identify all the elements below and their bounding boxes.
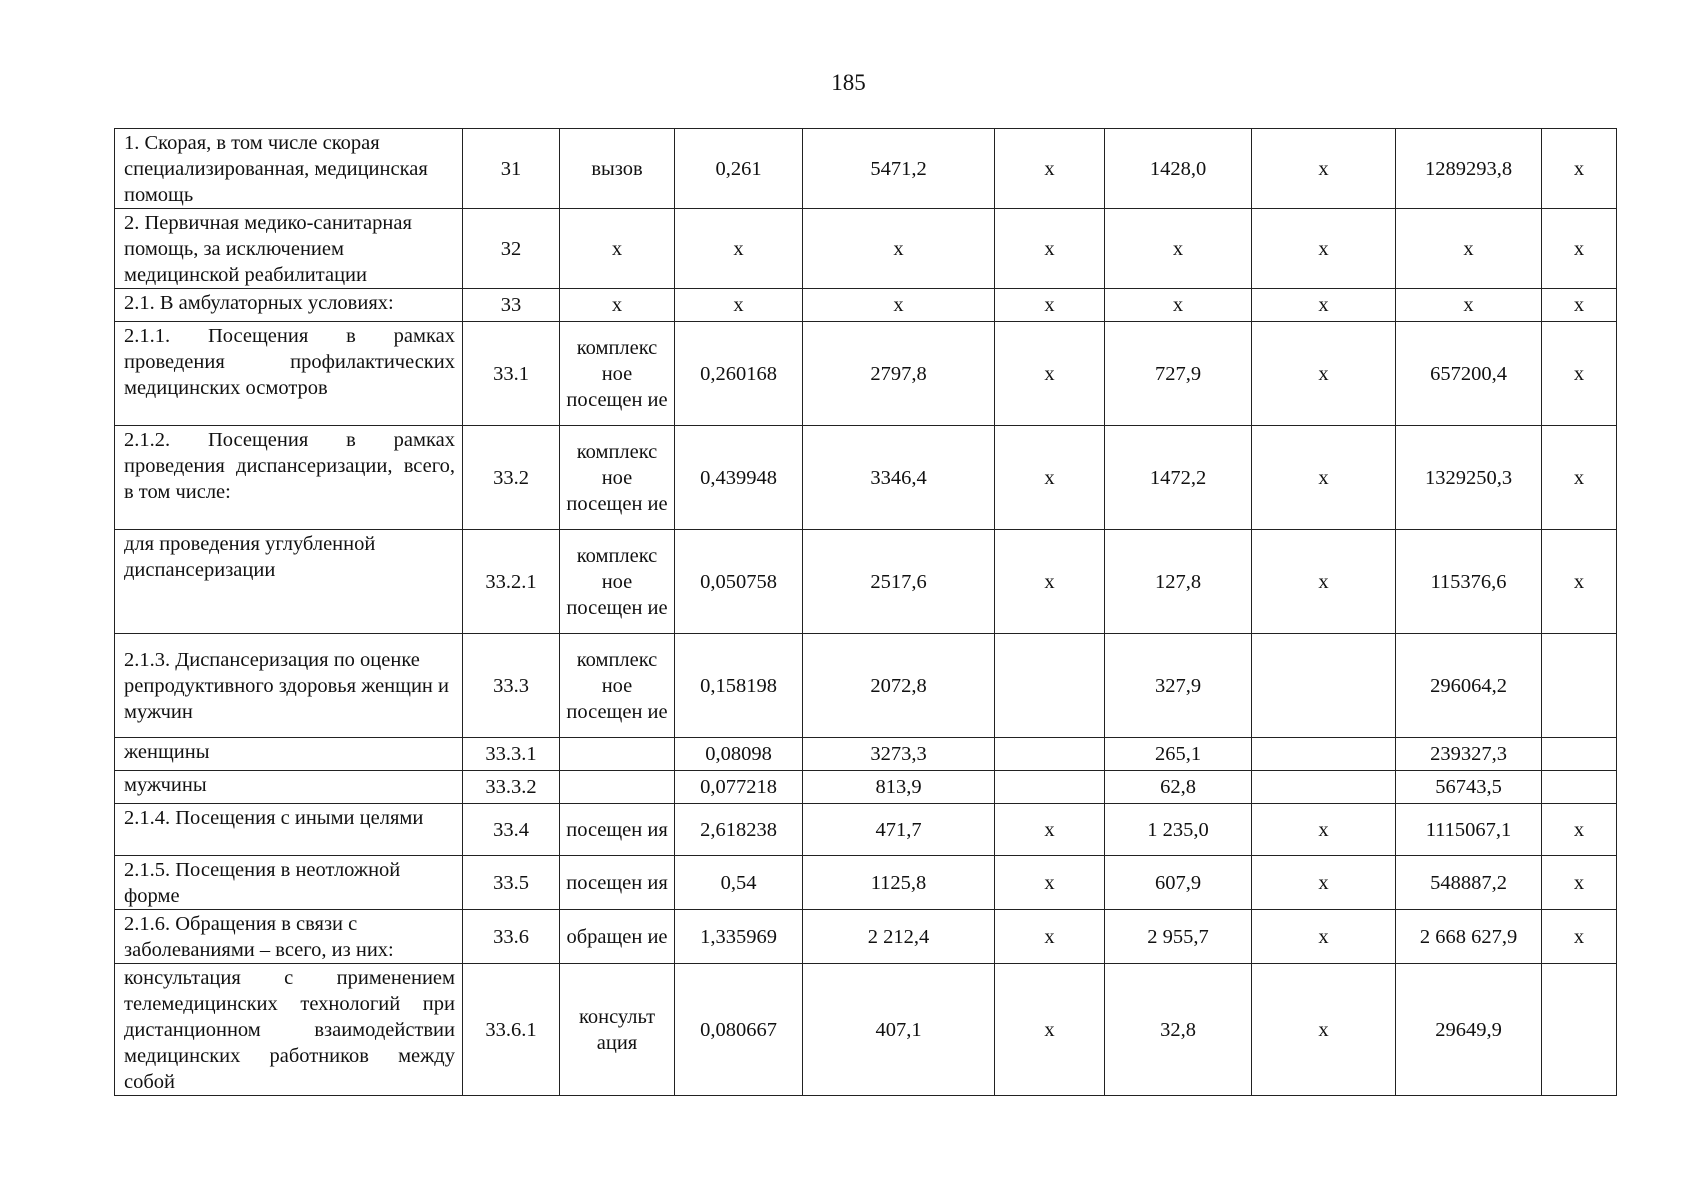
table-row (115, 209, 1617, 289)
row-name-cell: 2.1.2. Посещения в рамках проведения диспансеризации, всего, в том числе: (115, 426, 463, 530)
value-cell-7: х (1252, 426, 1396, 530)
row-code-cell: 33 (463, 289, 560, 322)
value-cell-4: 813,9 (803, 771, 995, 804)
value-cell-8: 1329250,3 (1396, 426, 1542, 530)
value-cell-6: 1428,0 (1105, 129, 1252, 209)
value-cell-3: 1,335969 (675, 910, 803, 964)
row-code-cell: 33.1 (463, 322, 560, 426)
row-code-cell: 33.4 (463, 804, 560, 856)
value-cell-3: 0,54 (675, 856, 803, 910)
value-cell-7: х (1252, 209, 1396, 289)
value-cell-7: х (1252, 289, 1396, 322)
value-cell-7: х (1252, 964, 1396, 1096)
value-cell-9: х (1542, 322, 1617, 426)
row-code-cell: 33.2 (463, 426, 560, 530)
unit-cell: обращен ие (560, 910, 675, 964)
value-cell-6: 2 955,7 (1105, 910, 1252, 964)
value-cell-7 (1252, 738, 1396, 771)
value-cell-7 (1252, 634, 1396, 738)
row-name-cell: 2.1.5. Посещения в неотложной форме (115, 856, 463, 910)
row-name-cell: 1. Скорая, в том числе скорая специализированная, медицинская помощь (115, 129, 463, 209)
value-cell-8: х (1396, 289, 1542, 322)
value-cell-3: х (675, 209, 803, 289)
value-cell-6: 1 235,0 (1105, 804, 1252, 856)
value-cell-3: 0,158198 (675, 634, 803, 738)
value-cell-6: х (1105, 209, 1252, 289)
unit-cell (560, 738, 675, 771)
value-cell-3: 0,080667 (675, 964, 803, 1096)
row-code-cell: 33.2.1 (463, 530, 560, 634)
table-row (115, 856, 1617, 910)
value-cell-3: 2,618238 (675, 804, 803, 856)
table-row (115, 738, 1617, 771)
table-body (115, 129, 1617, 1096)
data-table (114, 128, 1617, 1096)
row-name-cell: 2. Первичная медико-санитарная помощь, за исключением медицинской реабилитации (115, 209, 463, 289)
value-cell-6: 607,9 (1105, 856, 1252, 910)
value-cell-4: 2072,8 (803, 634, 995, 738)
value-cell-5: х (995, 426, 1105, 530)
value-cell-5: х (995, 804, 1105, 856)
value-cell-8: 1289293,8 (1396, 129, 1542, 209)
value-cell-3: 0,260168 (675, 322, 803, 426)
value-cell-5: х (995, 910, 1105, 964)
row-name-cell: 2.1. В амбулаторных условиях: (115, 289, 463, 322)
row-name-cell: для проведения углубленной диспансеризации (115, 530, 463, 634)
table-row (115, 426, 1617, 530)
value-cell-5 (995, 738, 1105, 771)
value-cell-9: х (1542, 804, 1617, 856)
row-name-cell: 2.1.3. Диспансеризация по оценке репродуктивного здоровья женщин и мужчин (115, 634, 463, 738)
value-cell-5: х (995, 129, 1105, 209)
unit-cell: вызов (560, 129, 675, 209)
row-name-cell: мужчины (115, 771, 463, 804)
value-cell-3: 0,08098 (675, 738, 803, 771)
value-cell-4: 3273,3 (803, 738, 995, 771)
row-code-cell: 33.5 (463, 856, 560, 910)
row-name-cell: женщины (115, 738, 463, 771)
unit-cell: х (560, 289, 675, 322)
value-cell-7: х (1252, 910, 1396, 964)
value-cell-5: х (995, 530, 1105, 634)
value-cell-3: 0,077218 (675, 771, 803, 804)
value-cell-5 (995, 771, 1105, 804)
unit-cell: посещен ия (560, 856, 675, 910)
table-row (115, 322, 1617, 426)
row-name-cell: 2.1.1. Посещения в рамках проведения профилактических медицинских осмотров (115, 322, 463, 426)
value-cell-6: 727,9 (1105, 322, 1252, 426)
table-row (115, 964, 1617, 1096)
row-code-cell: 33.3.1 (463, 738, 560, 771)
unit-cell: х (560, 209, 675, 289)
table-row (115, 771, 1617, 804)
unit-cell: комплекс ное посещен ие (560, 426, 675, 530)
value-cell-4: 1125,8 (803, 856, 995, 910)
value-cell-8: 548887,2 (1396, 856, 1542, 910)
value-cell-5: х (995, 856, 1105, 910)
unit-cell: комплекс ное посещен ие (560, 322, 675, 426)
value-cell-8: 296064,2 (1396, 634, 1542, 738)
value-cell-4: х (803, 209, 995, 289)
value-cell-4: 5471,2 (803, 129, 995, 209)
value-cell-4: 2 212,4 (803, 910, 995, 964)
value-cell-9: х (1542, 910, 1617, 964)
value-cell-4: 2517,6 (803, 530, 995, 634)
table-row (115, 530, 1617, 634)
row-name-cell: 2.1.6. Обращения в связи с заболеваниями – всего, из них: (115, 910, 463, 964)
value-cell-9: х (1542, 289, 1617, 322)
value-cell-7: х (1252, 129, 1396, 209)
row-code-cell: 32 (463, 209, 560, 289)
value-cell-9 (1542, 738, 1617, 771)
value-cell-9: х (1542, 129, 1617, 209)
value-cell-4: 471,7 (803, 804, 995, 856)
row-code-cell: 31 (463, 129, 560, 209)
value-cell-8: 29649,9 (1396, 964, 1542, 1096)
value-cell-3: 0,261 (675, 129, 803, 209)
value-cell-6: 265,1 (1105, 738, 1252, 771)
value-cell-7: х (1252, 804, 1396, 856)
table-row (115, 804, 1617, 856)
value-cell-9: х (1542, 530, 1617, 634)
value-cell-9: х (1542, 856, 1617, 910)
value-cell-3: 0,050758 (675, 530, 803, 634)
value-cell-4: х (803, 289, 995, 322)
value-cell-5 (995, 634, 1105, 738)
value-cell-6: 327,9 (1105, 634, 1252, 738)
table-row (115, 129, 1617, 209)
value-cell-8: 1115067,1 (1396, 804, 1542, 856)
value-cell-6: 32,8 (1105, 964, 1252, 1096)
value-cell-7: х (1252, 530, 1396, 634)
value-cell-7: х (1252, 856, 1396, 910)
table-row (115, 289, 1617, 322)
value-cell-9 (1542, 634, 1617, 738)
value-cell-7: х (1252, 322, 1396, 426)
value-cell-3: х (675, 289, 803, 322)
unit-cell: комплекс ное посещен ие (560, 530, 675, 634)
row-code-cell: 33.3 (463, 634, 560, 738)
table-row (115, 910, 1617, 964)
value-cell-6: 127,8 (1105, 530, 1252, 634)
value-cell-8: 239327,3 (1396, 738, 1542, 771)
value-cell-9: х (1542, 209, 1617, 289)
value-cell-6: х (1105, 289, 1252, 322)
value-cell-6: 62,8 (1105, 771, 1252, 804)
value-cell-9 (1542, 964, 1617, 1096)
value-cell-6: 1472,2 (1105, 426, 1252, 530)
unit-cell (560, 771, 675, 804)
row-name-cell: консультация с применением телемедицинских технологий при дистанционном взаимодействии медицинских работников между собой (115, 964, 463, 1096)
value-cell-5: х (995, 322, 1105, 426)
unit-cell: посещен ия (560, 804, 675, 856)
page-number: 185 (831, 70, 866, 95)
value-cell-3: 0,439948 (675, 426, 803, 530)
unit-cell: комплекс ное посещен ие (560, 634, 675, 738)
value-cell-9: х (1542, 426, 1617, 530)
value-cell-8: 56743,5 (1396, 771, 1542, 804)
value-cell-9 (1542, 771, 1617, 804)
value-cell-8: 2 668 627,9 (1396, 910, 1542, 964)
value-cell-5: х (995, 209, 1105, 289)
value-cell-4: 407,1 (803, 964, 995, 1096)
value-cell-4: 2797,8 (803, 322, 995, 426)
unit-cell: консульт ация (560, 964, 675, 1096)
value-cell-5: х (995, 964, 1105, 1096)
value-cell-7 (1252, 771, 1396, 804)
row-code-cell: 33.6.1 (463, 964, 560, 1096)
row-code-cell: 33.3.2 (463, 771, 560, 804)
row-code-cell: 33.6 (463, 910, 560, 964)
value-cell-8: 115376,6 (1396, 530, 1542, 634)
value-cell-8: 657200,4 (1396, 322, 1542, 426)
row-name-cell: 2.1.4. Посещения с иными целями (115, 804, 463, 856)
value-cell-4: 3346,4 (803, 426, 995, 530)
value-cell-5: х (995, 289, 1105, 322)
table-row (115, 634, 1617, 738)
value-cell-8: х (1396, 209, 1542, 289)
